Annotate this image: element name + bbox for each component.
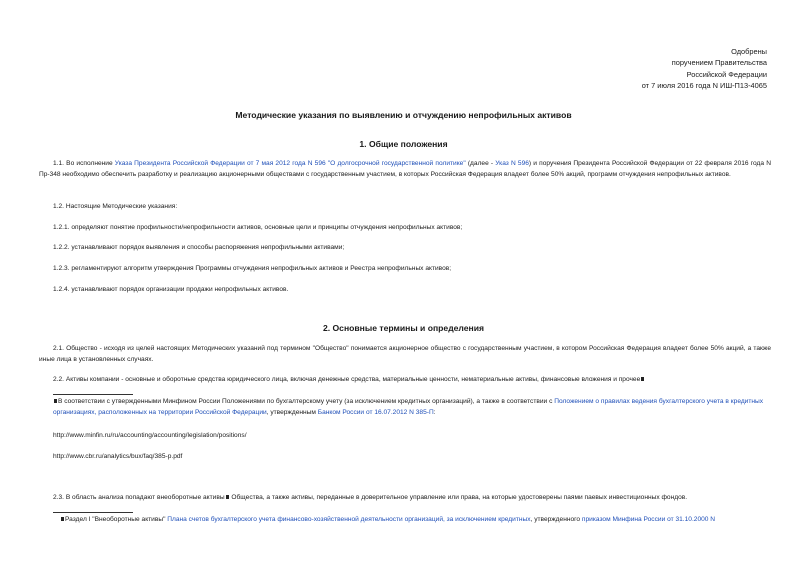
paragraph: 1.1. Во исполнение Указа Президента Российской Федерации от 7 мая 2012 года N 596 "О долгосрочной государственной политике" (далее - Указ N 596) и поручения Президента Российской Федерации от 22 февраля 2016 года N Пр-348 необходимо обеспечить разработку и реализацию акционерными обществами с государственным участием, в которых Российская Федерация владеет более 50% акций, программ отчуждения непрофильных активов.: [39, 160, 771, 179]
regulation-link[interactable]: Положением о правилах ведения бухгалтерского учета в кредитных организациях, расположенных на территории Российской Федерации: [53, 398, 764, 416]
paragraph: 1.2.1. определяют понятие профильности/непрофильности активов, основные цели и принципы отчуждения непрофильных активов;: [53, 224, 463, 231]
minfin-order-link[interactable]: приказом Минфина России от 31.10.2000 N: [581, 516, 716, 523]
paragraph: 2.2. Активы компании - основные и оборотные средства юридического лица, включая денежные средства, материальные ценности, нематериальные активы, финансовые вложения и прочее: [39, 374, 771, 385]
approval-line: Одобрены: [731, 47, 767, 56]
footnote-marker: [61, 517, 64, 521]
approval-line: поручением Правительства: [671, 58, 767, 68]
approval-line: Российской Федерации: [686, 69, 767, 79]
footnote-marker[interactable]: [641, 377, 644, 381]
footnote-divider: [53, 394, 133, 395]
paragraph: 1.2.4. устанавливают порядок организации продажи непрофильных активов.: [53, 286, 289, 293]
footnote: Раздел I "Внеоборотные активы" Плана счетов бухгалтерского учета финансово-хозяйственной деятельности организаций, за исключением кредитных, утвержденного приказом Минфина России от 31.10.2000 N: [60, 515, 771, 526]
footnote-marker[interactable]: [226, 495, 229, 499]
footnote-marker: [54, 399, 57, 403]
approval-block: [642, 46, 767, 91]
paragraph: 2.1. Общество - исходя из целей настоящих Методических указаний под термином "Общество" понимается акционерное общество с государственным участием, в котором Российская Федерация владеет более 50% акций, а также иные лица в установленных случаях.: [39, 345, 771, 364]
document-title: Методические указания по выявлению и отчуждению непрофильных активов: [235, 110, 572, 120]
section-heading: 1. Общие положения: [359, 139, 448, 149]
paragraph: 1.2. Настоящие Методические указания:: [53, 203, 178, 210]
url-text: http://www.minfin.ru/ru/accounting/accounting/legislation/positions/: [53, 432, 247, 439]
paragraph: 2.3. В область анализа попадают внеоборотные активы Общества, а также активы, переданные в доверительное управление или права, на которые удостоверены паями паевых инвестиционных фондов.: [53, 494, 688, 501]
chart-of-accounts-link[interactable]: Плана счетов бухгалтерского учета финансово-хозяйственной деятельности организаций, за исключением кредитных: [167, 516, 531, 523]
footnote: В соответствии с утвержденными Минфином России Положениями по бухгалтерскому учету (за исключением кредитных организаций), а также в соответствии с Положением о правилах ведения бухгалтерского учета в кредитных организациях, расположенных на территории Российской Федерации, утвержденным Банком России от 16.07.2012 N 385-П:: [53, 398, 764, 416]
footnote-divider: [53, 512, 133, 513]
decree-link[interactable]: Указа Президента Российской Федерации от 7 мая 2012 года N 596 "О долгосрочной государственной политике": [114, 160, 466, 167]
paragraph: 1.2.2. устанавливают порядок выявления и способы распоряжения непрофильными активами;: [53, 244, 345, 251]
approval-line: от 7 июля 2016 года N ИШ-П13-4065: [641, 80, 767, 90]
bank-of-russia-link[interactable]: Банком России от 16.07.2012 N 385-П: [317, 408, 434, 416]
url-text: http://www.cbr.ru/analytics/bux/faq/385-p.pdf: [53, 453, 183, 460]
decree-short-link[interactable]: Указ N 596: [495, 160, 529, 167]
section-heading: 2. Основные термины и определения: [322, 323, 485, 333]
paragraph: 1.2.3. регламентируют алгоритм утверждения Программы отчуждения непрофильных активов и Реестра непрофильных активов;: [53, 265, 452, 272]
